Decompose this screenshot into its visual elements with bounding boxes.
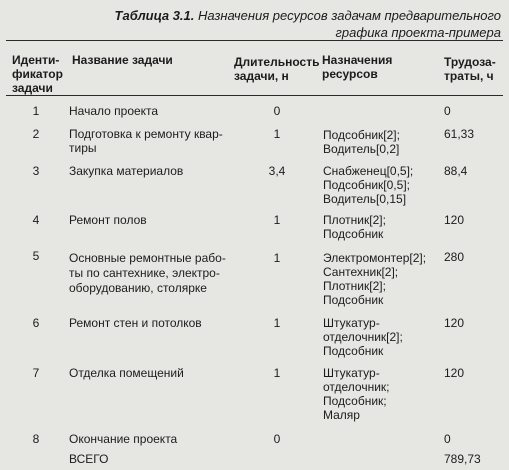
- row-7-duration: 1: [273, 366, 281, 380]
- total-work: 789,73: [444, 452, 481, 466]
- row-7-resources: [323, 366, 390, 422]
- header-resources-line: ресурсов: [322, 67, 378, 81]
- row-5-work: 280: [444, 250, 465, 264]
- row-1-name: [69, 104, 158, 118]
- row-7-work: 120: [444, 366, 465, 380]
- row-8-work: 0: [444, 432, 451, 446]
- header-work: [444, 55, 496, 83]
- resource-line: отделочник[2];: [323, 330, 403, 344]
- row-2-duration: 1: [273, 127, 281, 141]
- task-name-line: Подготовка к ремонту квар-: [69, 127, 223, 141]
- caption-text-1: Назначения ресурсов задачам предварительного: [198, 8, 501, 23]
- header-work-line: траты, ч: [444, 69, 494, 83]
- header-duration: [234, 55, 319, 83]
- row-2-name: [69, 127, 223, 155]
- resource-line: Подсобник;: [323, 394, 387, 408]
- task-name-line: Ремонт полов: [69, 213, 147, 227]
- row-3-id: 3: [32, 164, 40, 178]
- row-1-duration: 0: [273, 104, 281, 118]
- row-5-id: 5: [32, 249, 40, 263]
- resource-line: отделочник;: [323, 380, 390, 394]
- task-name-line: Ремонт стен и потолков: [69, 316, 202, 330]
- header-bottom-rule: [6, 95, 503, 96]
- total-label: ВСЕГО: [69, 452, 109, 466]
- header-duration-line: задачи, н: [234, 69, 289, 83]
- row-3-name: [69, 164, 183, 178]
- row-4-resources: [323, 213, 386, 241]
- table-caption: [115, 7, 501, 41]
- resource-line: Подсобник: [323, 293, 384, 307]
- row-5-name: [69, 251, 226, 296]
- resource-line: Сантехник[2];: [323, 265, 399, 279]
- header-id-line: фикатор: [12, 67, 63, 81]
- row-3-duration: 3,4: [268, 164, 286, 178]
- row-3-work: 88,4: [444, 164, 468, 178]
- resource-line: Плотник[2];: [323, 213, 386, 227]
- row-8-id: 8: [32, 432, 40, 446]
- caption-line-1: [115, 7, 501, 24]
- task-name-line: Начало проекта: [69, 104, 159, 118]
- row-4-duration: 1: [273, 213, 281, 227]
- row-5-duration: 1: [273, 251, 281, 265]
- row-4-work: 120: [444, 213, 465, 227]
- header-resources-line: Назначения: [322, 53, 393, 67]
- row-5-resources: [323, 251, 426, 307]
- row-6-duration: 1: [273, 316, 281, 330]
- row-4-name: [69, 213, 147, 227]
- table-top-rule: [6, 40, 503, 41]
- row-6-resources: [323, 316, 403, 358]
- task-name-line: Закупка материалов: [69, 164, 184, 178]
- header-name: Название задачи: [72, 53, 173, 67]
- resource-line: Плотник[2];: [323, 279, 386, 293]
- row-4-id: 4: [32, 213, 40, 227]
- resource-line: Подсобник[0,5];: [323, 178, 410, 192]
- task-name-line: тиры: [69, 141, 97, 155]
- task-name-line: Окончание проекта: [69, 432, 178, 446]
- resource-line: Снабженец[0,5];: [323, 164, 414, 178]
- resource-line: Водитель[0,15]: [323, 192, 407, 206]
- task-name-line: Отделка помещений: [69, 366, 184, 380]
- row-2-work: 61,33: [444, 127, 475, 141]
- resource-line: Штукатур-: [323, 316, 380, 330]
- header-id-line: Иденти-: [12, 53, 60, 67]
- caption-label: Таблица 3.1.: [114, 8, 195, 23]
- resource-line: Маляр: [323, 408, 360, 422]
- row-2-id: 2: [32, 127, 40, 141]
- row-8-name: [69, 432, 177, 446]
- resource-line: Штукатур-: [323, 366, 380, 380]
- resource-line: Электромонтер[2];: [323, 251, 427, 265]
- resource-line: Подсобник: [323, 344, 384, 358]
- resource-line: Подсобник[2];: [323, 128, 400, 142]
- row-6-work: 120: [444, 316, 465, 330]
- task-name-line: ты по сантехнике, электро-: [69, 266, 220, 280]
- header-id-line: задачи: [12, 81, 53, 95]
- row-6-name: [69, 316, 202, 330]
- row-3-resources: [323, 164, 413, 206]
- caption-text-2: графика проекта-примера: [335, 25, 501, 40]
- header-duration-line: Длительность: [234, 55, 320, 69]
- resource-line: Водитель[0,2]: [323, 142, 400, 156]
- row-7-id: 7: [32, 366, 40, 380]
- row-1-work: 0: [444, 104, 451, 118]
- row-8-duration: 0: [273, 432, 281, 446]
- task-name-line: Основные ремонтные рабо-: [69, 251, 226, 265]
- task-name-line: оборудованию, столярке: [69, 281, 207, 295]
- row-1-id: 1: [32, 104, 40, 118]
- row-7-name: [69, 366, 184, 380]
- header-resources: [322, 53, 392, 81]
- row-2-resources: [323, 128, 400, 156]
- header-work-line: Трудоза-: [444, 55, 496, 69]
- resource-line: Подсобник: [323, 227, 384, 241]
- row-6-id: 6: [32, 316, 40, 330]
- header-id: [12, 53, 63, 95]
